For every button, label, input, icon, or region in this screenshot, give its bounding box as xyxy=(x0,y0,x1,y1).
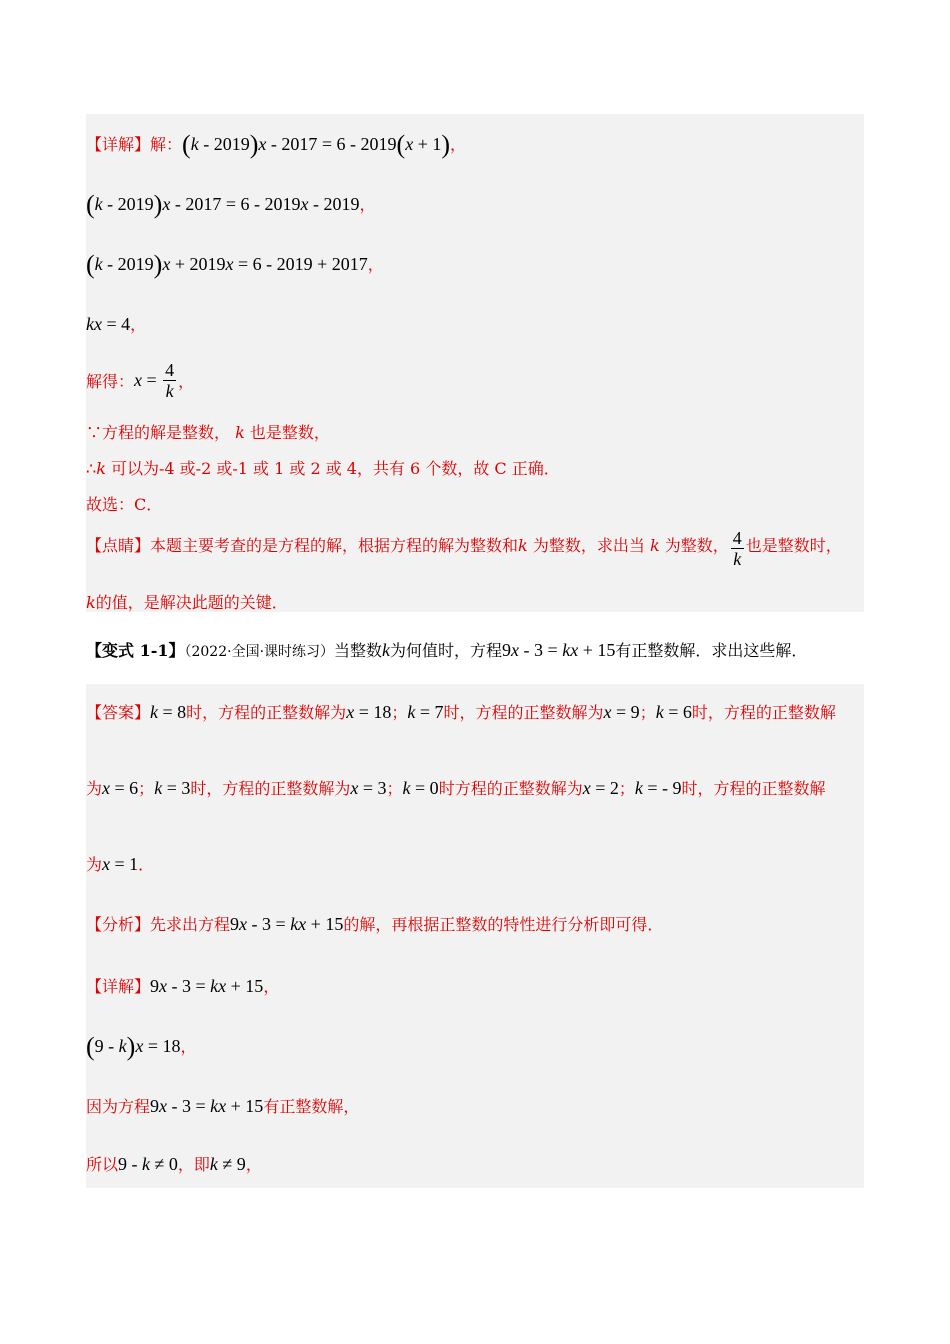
equation-1: (k - 2019)x - 2017 = 6 - 2019(x + 1) xyxy=(182,130,451,159)
detail-line-2: 【详解】9x - 3 = kx + 15， xyxy=(86,976,280,996)
choice-line: 故选：C． xyxy=(86,495,163,514)
variant-question: 【变式 1-1】（2022·全国·课时练习）当整数k为何值时，方程9x - 3 = kx + 15有正整数解．求出这些解． xyxy=(86,640,808,660)
detail-tag-2: 【详解】 xyxy=(86,977,151,996)
solution-prefix: 解： xyxy=(150,135,183,154)
because-line: ∵方程的解是整数， k 也是整数， xyxy=(86,423,330,442)
equation-3: (k - 2019)x + 2019x = 6 - 2019 + 2017， xyxy=(86,250,384,279)
therefore-line: ∴k 可以为-4 或-2 或-1 或 1 或 2 或 4，共有 6 个数，故 C 正确． xyxy=(86,459,560,478)
solution-block-1 xyxy=(86,114,864,612)
because-line-2: 因为方程9x - 3 = kx + 15有正整数解， xyxy=(86,1096,360,1116)
comment-line-2: k的值，是解决此题的关键． xyxy=(86,593,288,612)
variant-tag: 【变式 1-1】 xyxy=(86,641,185,660)
comment-tag: 【点睛】 xyxy=(86,536,151,555)
solution-block-2 xyxy=(86,684,864,1188)
variant-source: （2022·全国·课时练习） xyxy=(184,644,335,660)
comment-line-1: 【点睛】本题主要考查的是方程的解，根据方程的解为整数和k 为整数，求出当 k 为整数， $\frac{4}{k}$ 也是整数时， xyxy=(86,528,842,569)
fraction-4-over-k-comment: $\frac{4}{k}$ xyxy=(732,528,742,569)
equation-5: 解得：x = $\frac{4}{k}$ ， xyxy=(86,360,195,401)
equation-2: (k - 2019)x - 2017 = 6 - 2019x - 2019， xyxy=(86,190,376,219)
analysis-line: 【分析】先求出方程9x - 3 = kx + 15的解，再根据正整数的特性进行分析即可得． xyxy=(86,914,664,934)
detail-line-1: 【详解】解：(k - 2019)x - 2017 = 6 - 2019(x + 1)， xyxy=(86,130,467,159)
answer-line-2: 为x = 6；k = 3时，方程的正整数解为x = 3；k = 0时方程的正整数解为x = 2；k = - 9时，方程的正整数解 xyxy=(86,778,826,798)
fraction-4-over-k: $\frac{4}{k}$ xyxy=(165,360,175,401)
equation-9-k: (9 - k)x = 18， xyxy=(86,1032,197,1061)
answer-tag: 【答案】 xyxy=(86,703,151,722)
answer-line-1: 【答案】k = 8时，方程的正整数解为x = 18；k = 7时，方程的正整数解为x = 9；k = 6时，方程的正整数解 xyxy=(86,702,836,722)
so-line: 所以9 - k ≠ 0，即k ≠ 9， xyxy=(86,1154,262,1174)
equation-4: kx = 4， xyxy=(86,314,147,334)
answer-line-3: 为x = 1． xyxy=(86,854,155,874)
analysis-tag: 【分析】 xyxy=(86,915,151,934)
detail-tag: 【详解】 xyxy=(86,135,151,154)
